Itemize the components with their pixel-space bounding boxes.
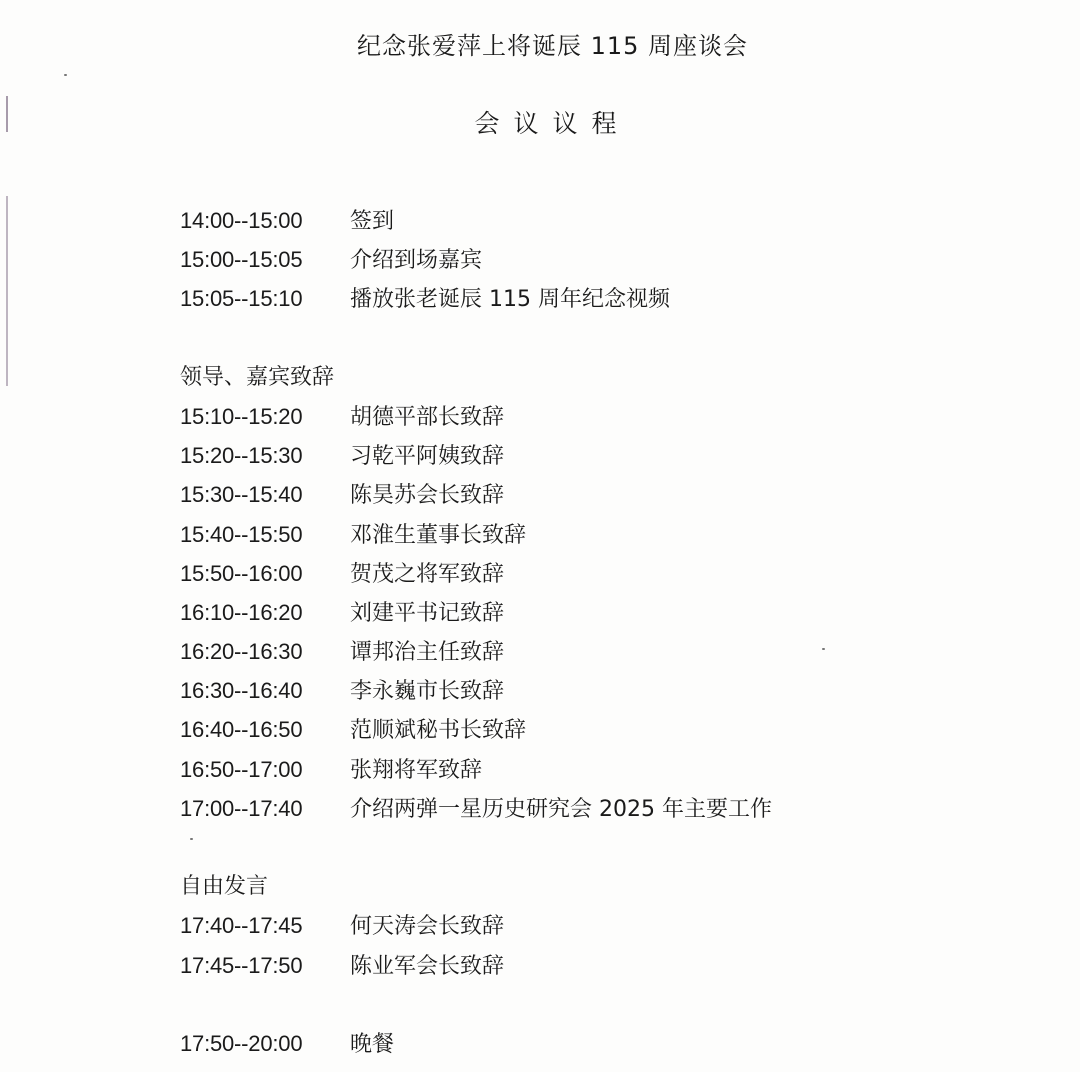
agenda-item: 习乾平阿姨致辞 (350, 444, 505, 470)
agenda-time: 16:30--16:40 (180, 678, 303, 704)
agenda-row (180, 279, 1040, 318)
agenda-row (180, 710, 1040, 749)
agenda-item: 谭邦治主任致辞 (350, 640, 505, 666)
document-title: 纪念张爱萍上将诞辰 115 周座谈会 (356, 32, 749, 60)
agenda-row (180, 906, 1040, 945)
agenda-item: 何天涛会长致辞 (350, 914, 505, 940)
agenda-time: 17:40--17:45 (180, 913, 303, 939)
agenda-row (180, 671, 1040, 710)
section-gap (180, 828, 1040, 867)
agenda-row (180, 789, 1040, 828)
agenda-row (180, 201, 1040, 240)
section-heading-speeches: 领导、嘉宾致辞 (180, 364, 335, 390)
agenda-item: 张翔将军致辞 (350, 757, 483, 783)
agenda-item: 播放张老诞辰 115 周年纪念视频 (350, 287, 670, 313)
agenda-item: 陈昊苏会长致辞 (350, 483, 505, 509)
agenda-row (180, 593, 1040, 632)
agenda-row (180, 475, 1040, 514)
agenda-item: 介绍两弹一星历史研究会 2025 年主要工作 (350, 796, 772, 822)
agenda-time: 15:00--15:05 (180, 247, 303, 273)
section-gap (180, 985, 1040, 1024)
agenda-row (180, 397, 1040, 436)
agenda-list (180, 201, 1040, 1063)
agenda-item: 范顺斌秘书长致辞 (350, 718, 527, 744)
agenda-time: 16:10--16:20 (180, 599, 303, 625)
agenda-item: 胡德平部长致辞 (350, 404, 505, 430)
agenda-time: 16:40--16:50 (180, 717, 303, 743)
agenda-time: 17:50--20:00 (180, 1030, 303, 1056)
agenda-row (180, 240, 1040, 279)
agenda-time: 15:05--15:10 (180, 286, 303, 312)
agenda-time: 17:45--17:50 (180, 952, 303, 978)
agenda-row (180, 946, 1040, 985)
agenda-time: 16:20--16:30 (180, 639, 303, 665)
agenda-time: 15:50--16:00 (180, 560, 303, 586)
scan-edge-mark (6, 196, 8, 386)
agenda-time: 17:00--17:40 (180, 795, 303, 821)
agenda-item: 介绍到场嘉宾 (350, 248, 483, 274)
agenda-time: 15:10--15:20 (180, 403, 303, 429)
agenda-row (180, 632, 1040, 671)
agenda-time: 15:40--15:50 (180, 521, 303, 547)
agenda-row (180, 750, 1040, 789)
agenda-time: 15:20--15:30 (180, 443, 303, 469)
agenda-row (180, 554, 1040, 593)
agenda-row (180, 515, 1040, 554)
agenda-row (180, 436, 1040, 475)
document-subtitle: 会议议程 (474, 109, 631, 138)
agenda-item: 陈业军会长致辞 (350, 953, 505, 979)
agenda-item: 贺茂之将军致辞 (350, 561, 505, 587)
agenda-item: 李永巍市长致辞 (350, 679, 505, 705)
scan-speck (64, 74, 67, 76)
agenda-time: 16:50--17:00 (180, 756, 303, 782)
agenda-time: 14:00--15:00 (180, 208, 303, 233)
section-gap (180, 319, 1040, 358)
section-heading-free-speech: 自由发言 (180, 874, 269, 900)
agenda-item: 刘建平书记致辞 (350, 600, 505, 626)
agenda-item: 晚餐 (350, 1031, 395, 1057)
agenda-time: 15:30--15:40 (180, 482, 303, 508)
agenda-item: 签到 (350, 209, 395, 234)
agenda-row (180, 1024, 1040, 1063)
agenda-item: 邓淮生董事长致辞 (350, 522, 527, 548)
